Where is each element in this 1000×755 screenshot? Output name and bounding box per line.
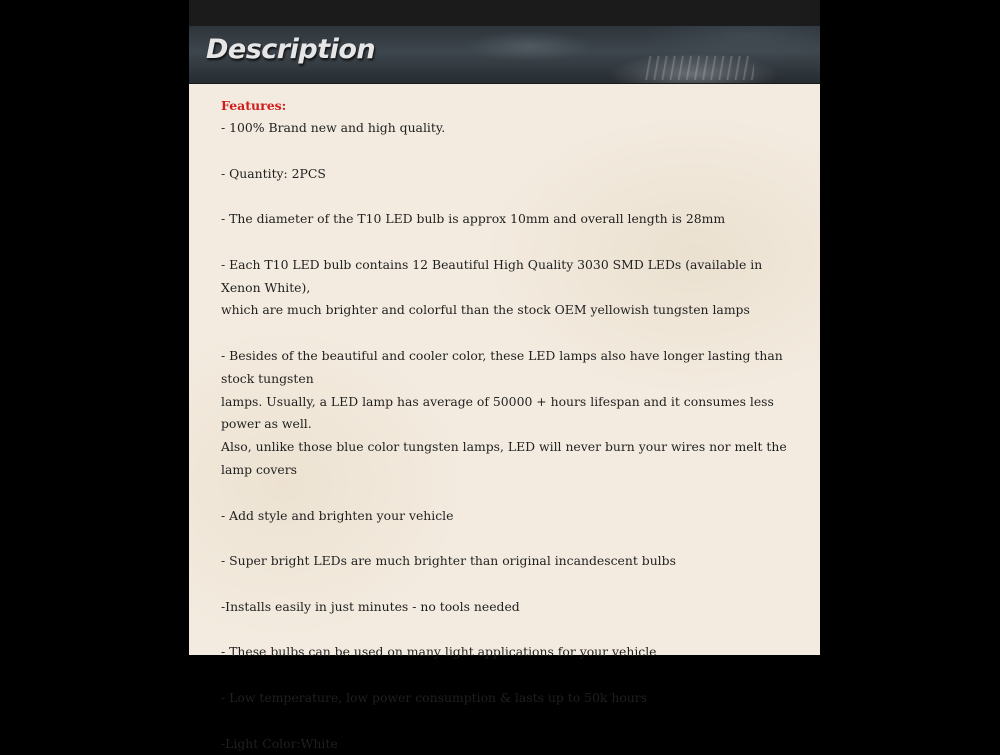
feature-item: - Each T10 LED bulb contains 12 Beautiful High Quality 3030 SMD LEDs (available in Xenon White), which are much brighter and colorful than the stock OEM yellowish tungsten lamps	[221, 256, 763, 318]
feature-item: - Quantity: 2PCS	[221, 165, 326, 181]
feature-item: -Light Color:White	[221, 735, 338, 751]
top-strip	[189, 0, 820, 26]
feature-item: - These bulbs can be used on many light applications for your vehicle	[221, 644, 657, 660]
feature-item: - The diameter of the T10 LED bulb is approx 10mm and overall length is 28mm	[221, 211, 726, 227]
feature-item: - Super bright LEDs are much brighter than original incandescent bulbs	[221, 553, 676, 569]
feature-item: - Besides of the beautiful and cooler color, these LED lamps also have longer lasting than stock tungsten lamps. Usually, a LED lamp has average of 50000 + hours lifespan and it consumes less power as well. Also, unlike those blue color tungsten lamps, LED will never burn your wires nor melt the lamp covers	[221, 347, 787, 477]
banner-title: Description	[206, 34, 376, 65]
feature-item: -Installs easily in just minutes - no tools needed	[221, 598, 520, 614]
feature-list	[221, 117, 800, 755]
description-column	[189, 0, 820, 751]
feature-item: - 100% Brand new and high quality.	[221, 120, 446, 135]
description-body	[189, 84, 820, 751]
banner-decoration	[644, 56, 754, 80]
description-banner	[189, 26, 820, 84]
features-heading: Features:	[221, 98, 287, 113]
feature-item: - Low temperature, low power consumption & lasts up to 50k hours	[221, 689, 648, 705]
feature-item: - Add style and brighten your vehicle	[221, 507, 454, 523]
